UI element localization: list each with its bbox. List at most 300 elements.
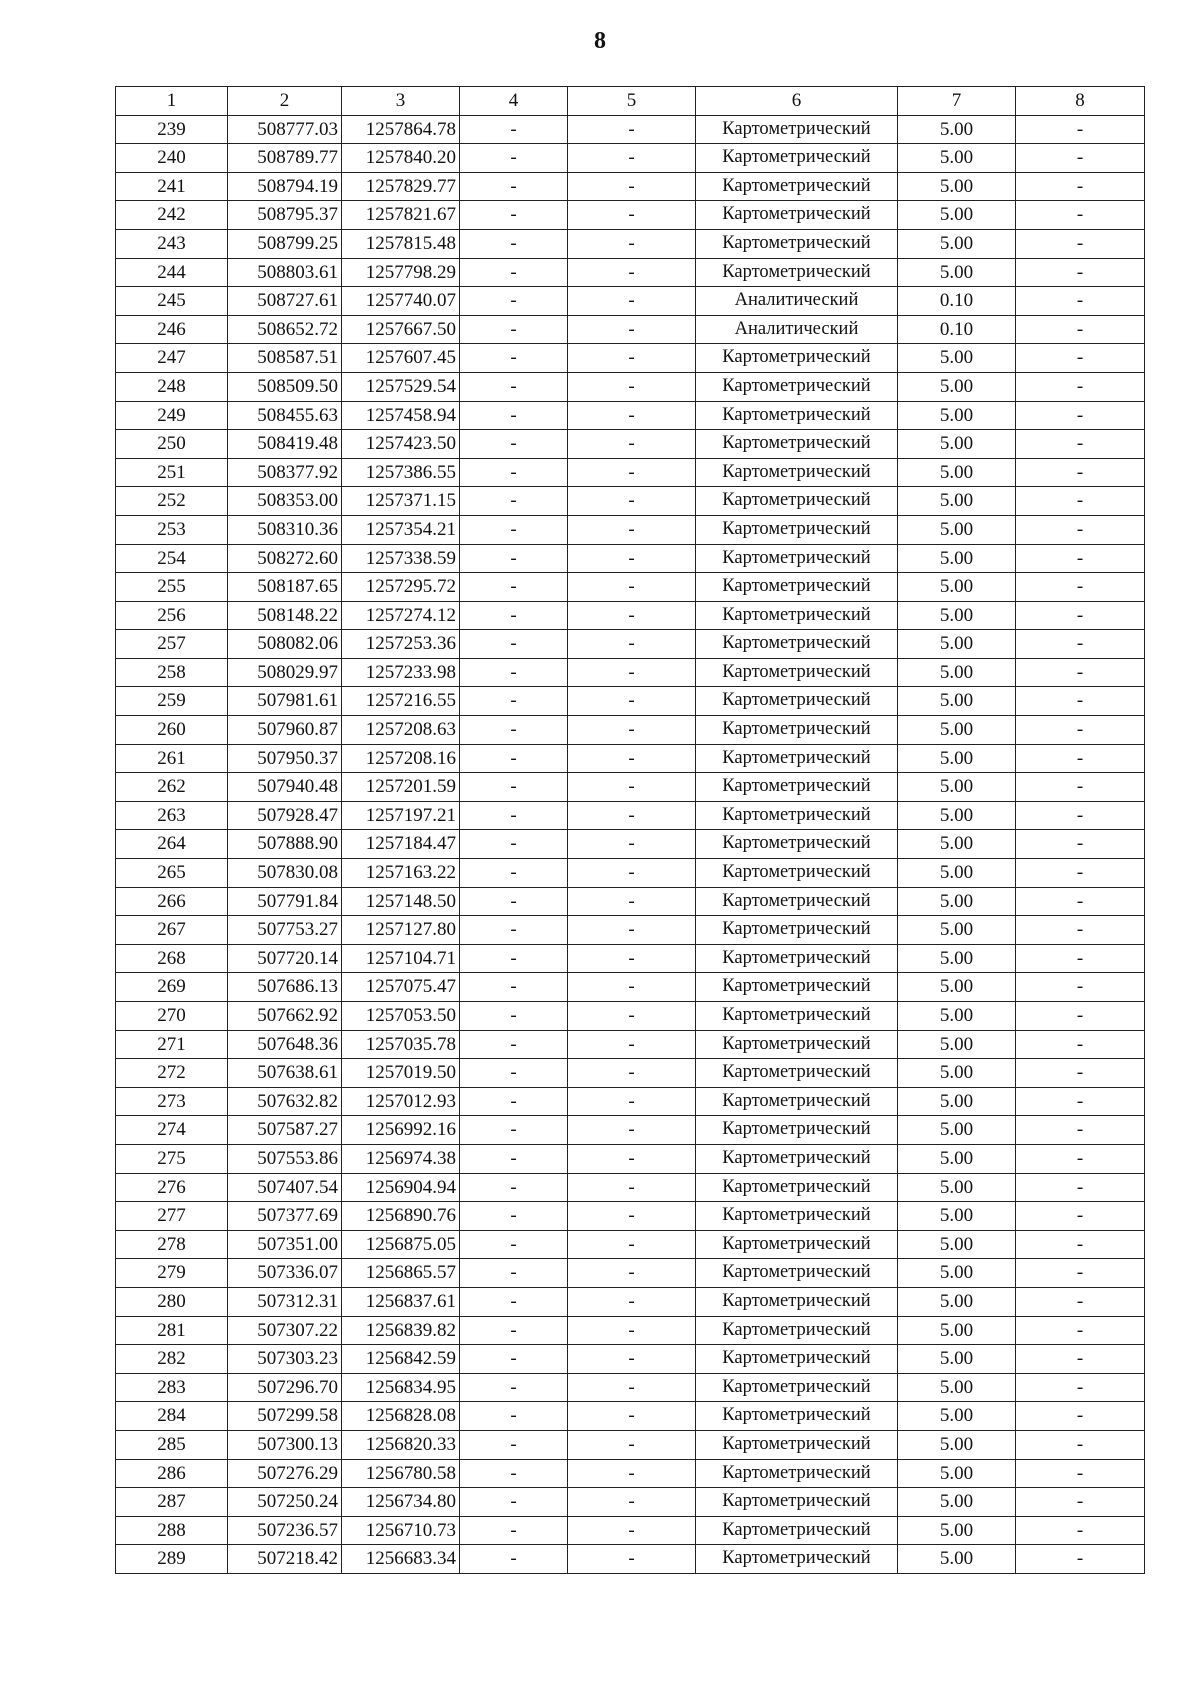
accuracy-cell: 5.00 [898,859,1016,888]
col5-cell: - [568,773,696,802]
accuracy-cell: 5.00 [898,744,1016,773]
col4-cell: - [460,1087,568,1116]
accuracy-cell: 5.00 [898,201,1016,230]
table-body [116,115,1145,1573]
col5-cell: - [568,859,696,888]
col8-cell: - [1016,1259,1145,1288]
x-coordinate-cell: 508419.48 [228,430,342,459]
col4-cell: - [460,916,568,945]
point-number-cell: 289 [116,1545,228,1574]
y-coordinate-cell: 1257798.29 [342,258,460,287]
col8-cell: - [1016,487,1145,516]
method-cell: Картометрический [696,1144,898,1173]
table-row [116,1287,1145,1316]
col4-cell: - [460,887,568,916]
col8-cell: - [1016,830,1145,859]
table-row [116,887,1145,916]
table-row [116,287,1145,316]
accuracy-cell: 5.00 [898,144,1016,173]
method-cell: Картометрический [696,1516,898,1545]
point-number-cell: 260 [116,716,228,745]
method-cell: Аналитический [696,287,898,316]
col5-cell: - [568,1402,696,1431]
x-coordinate-cell: 507830.08 [228,859,342,888]
point-number-cell: 259 [116,687,228,716]
col8-cell: - [1016,1202,1145,1231]
x-coordinate-cell: 508803.61 [228,258,342,287]
point-number-cell: 240 [116,144,228,173]
col5-cell: - [568,1230,696,1259]
method-cell: Картометрический [696,658,898,687]
col8-cell: - [1016,315,1145,344]
y-coordinate-cell: 1257035.78 [342,1030,460,1059]
method-cell: Картометрический [696,887,898,916]
col5-cell: - [568,372,696,401]
x-coordinate-cell: 508727.61 [228,287,342,316]
method-cell: Картометрический [696,430,898,459]
accuracy-cell: 5.00 [898,1087,1016,1116]
accuracy-cell: 5.00 [898,687,1016,716]
col5-cell: - [568,1087,696,1116]
table-row [116,1087,1145,1116]
point-number-cell: 251 [116,458,228,487]
col4-cell: - [460,1459,568,1488]
col8-cell: - [1016,1230,1145,1259]
method-cell: Картометрический [696,1116,898,1145]
table-row [116,172,1145,201]
accuracy-cell: 5.00 [898,1373,1016,1402]
accuracy-cell: 5.00 [898,601,1016,630]
point-number-cell: 286 [116,1459,228,1488]
col4-cell: - [460,430,568,459]
accuracy-cell: 5.00 [898,1430,1016,1459]
table-row [116,1373,1145,1402]
point-number-cell: 245 [116,287,228,316]
point-number-cell: 250 [116,430,228,459]
col8-cell: - [1016,773,1145,802]
col5-cell: - [568,487,696,516]
method-cell: Картометрический [696,1345,898,1374]
y-coordinate-cell: 1257458.94 [342,401,460,430]
y-coordinate-cell: 1257012.93 [342,1087,460,1116]
x-coordinate-cell: 507632.82 [228,1087,342,1116]
col8-cell: - [1016,859,1145,888]
col8-cell: - [1016,1059,1145,1088]
point-number-cell: 258 [116,658,228,687]
method-cell: Картометрический [696,1459,898,1488]
point-number-cell: 255 [116,573,228,602]
x-coordinate-cell: 508789.77 [228,144,342,173]
col8-cell: - [1016,1087,1145,1116]
method-cell: Картометрический [696,1002,898,1031]
table-row [116,458,1145,487]
x-coordinate-cell: 507753.27 [228,916,342,945]
y-coordinate-cell: 1256683.34 [342,1545,460,1574]
column-header: 2 [228,87,342,116]
col4-cell: - [460,1116,568,1145]
y-coordinate-cell: 1257163.22 [342,859,460,888]
method-cell: Картометрический [696,859,898,888]
y-coordinate-cell: 1257208.16 [342,744,460,773]
point-number-cell: 273 [116,1087,228,1116]
method-cell: Картометрический [696,1087,898,1116]
point-number-cell: 277 [116,1202,228,1231]
col5-cell: - [568,515,696,544]
table-row [116,1230,1145,1259]
col4-cell: - [460,687,568,716]
method-cell: Картометрический [696,1259,898,1288]
point-number-cell: 278 [116,1230,228,1259]
col8-cell: - [1016,1402,1145,1431]
y-coordinate-cell: 1257829.77 [342,172,460,201]
y-coordinate-cell: 1256834.95 [342,1373,460,1402]
point-number-cell: 263 [116,801,228,830]
col8-cell: - [1016,172,1145,201]
column-header: 3 [342,87,460,116]
table-row [116,1545,1145,1574]
method-cell: Картометрический [696,258,898,287]
accuracy-cell: 5.00 [898,544,1016,573]
col8-cell: - [1016,258,1145,287]
accuracy-cell: 5.00 [898,229,1016,258]
y-coordinate-cell: 1257208.63 [342,716,460,745]
accuracy-cell: 5.00 [898,344,1016,373]
y-coordinate-cell: 1257075.47 [342,973,460,1002]
x-coordinate-cell: 507960.87 [228,716,342,745]
x-coordinate-cell: 508794.19 [228,172,342,201]
col8-cell: - [1016,1002,1145,1031]
col8-cell: - [1016,1516,1145,1545]
y-coordinate-cell: 1256842.59 [342,1345,460,1374]
col8-cell: - [1016,229,1145,258]
y-coordinate-cell: 1256734.80 [342,1488,460,1517]
x-coordinate-cell: 508187.65 [228,573,342,602]
col5-cell: - [568,1202,696,1231]
col4-cell: - [460,1144,568,1173]
x-coordinate-cell: 508455.63 [228,401,342,430]
table-row [116,1459,1145,1488]
col5-cell: - [568,172,696,201]
col5-cell: - [568,973,696,1002]
table-row [116,744,1145,773]
method-cell: Картометрический [696,1373,898,1402]
col8-cell: - [1016,916,1145,945]
table-row [116,544,1145,573]
table-row [116,1173,1145,1202]
method-cell: Картометрический [696,1316,898,1345]
point-number-cell: 252 [116,487,228,516]
column-header: 8 [1016,87,1145,116]
col8-cell: - [1016,601,1145,630]
accuracy-cell: 5.00 [898,1287,1016,1316]
accuracy-cell: 5.00 [898,1059,1016,1088]
x-coordinate-cell: 507940.48 [228,773,342,802]
col4-cell: - [460,1230,568,1259]
point-number-cell: 281 [116,1316,228,1345]
col4-cell: - [460,1030,568,1059]
method-cell: Картометрический [696,144,898,173]
method-cell: Картометрический [696,1545,898,1574]
y-coordinate-cell: 1256710.73 [342,1516,460,1545]
col8-cell: - [1016,544,1145,573]
table-row [116,859,1145,888]
col4-cell: - [460,601,568,630]
coordinates-table [115,86,1145,1574]
table-row [116,1202,1145,1231]
point-number-cell: 269 [116,973,228,1002]
x-coordinate-cell: 507377.69 [228,1202,342,1231]
point-number-cell: 242 [116,201,228,230]
col5-cell: - [568,687,696,716]
method-cell: Картометрический [696,544,898,573]
col4-cell: - [460,487,568,516]
col8-cell: - [1016,344,1145,373]
point-number-cell: 262 [116,773,228,802]
point-number-cell: 256 [116,601,228,630]
col4-cell: - [460,1287,568,1316]
col4-cell: - [460,372,568,401]
y-coordinate-cell: 1256839.82 [342,1316,460,1345]
y-coordinate-cell: 1256837.61 [342,1287,460,1316]
accuracy-cell: 5.00 [898,716,1016,745]
col4-cell: - [460,1402,568,1431]
column-header: 7 [898,87,1016,116]
col5-cell: - [568,630,696,659]
method-cell: Картометрический [696,201,898,230]
table-row [116,315,1145,344]
y-coordinate-cell: 1257840.20 [342,144,460,173]
accuracy-cell: 5.00 [898,801,1016,830]
table-header-row [116,87,1145,116]
table-row [116,1059,1145,1088]
col8-cell: - [1016,630,1145,659]
y-coordinate-cell: 1257864.78 [342,115,460,144]
table-row [116,687,1145,716]
col5-cell: - [568,344,696,373]
y-coordinate-cell: 1257197.21 [342,801,460,830]
col8-cell: - [1016,744,1145,773]
point-number-cell: 279 [116,1259,228,1288]
y-coordinate-cell: 1257821.67 [342,201,460,230]
col4-cell: - [460,630,568,659]
accuracy-cell: 5.00 [898,487,1016,516]
col5-cell: - [568,716,696,745]
table-row [116,573,1145,602]
col4-cell: - [460,801,568,830]
method-cell: Картометрический [696,801,898,830]
col4-cell: - [460,229,568,258]
table-row [116,1402,1145,1431]
col4-cell: - [460,1516,568,1545]
point-number-cell: 257 [116,630,228,659]
col8-cell: - [1016,1116,1145,1145]
x-coordinate-cell: 507407.54 [228,1173,342,1202]
col4-cell: - [460,144,568,173]
col8-cell: - [1016,1316,1145,1345]
accuracy-cell: 5.00 [898,1230,1016,1259]
x-coordinate-cell: 507312.31 [228,1287,342,1316]
x-coordinate-cell: 507888.90 [228,830,342,859]
point-number-cell: 265 [116,859,228,888]
point-number-cell: 239 [116,115,228,144]
col5-cell: - [568,1345,696,1374]
col4-cell: - [460,773,568,802]
method-cell: Картометрический [696,1030,898,1059]
col4-cell: - [460,515,568,544]
method-cell: Картометрический [696,744,898,773]
col5-cell: - [568,1259,696,1288]
column-header: 4 [460,87,568,116]
accuracy-cell: 5.00 [898,458,1016,487]
y-coordinate-cell: 1257423.50 [342,430,460,459]
x-coordinate-cell: 508272.60 [228,544,342,573]
y-coordinate-cell: 1257127.80 [342,916,460,945]
x-coordinate-cell: 507351.00 [228,1230,342,1259]
x-coordinate-cell: 507662.92 [228,1002,342,1031]
col8-cell: - [1016,1459,1145,1488]
y-coordinate-cell: 1257354.21 [342,515,460,544]
point-number-cell: 249 [116,401,228,430]
point-number-cell: 270 [116,1002,228,1031]
table-row [116,1144,1145,1173]
method-cell: Картометрический [696,172,898,201]
x-coordinate-cell: 508353.00 [228,487,342,516]
method-cell: Картометрический [696,458,898,487]
method-cell: Картометрический [696,401,898,430]
y-coordinate-cell: 1256828.08 [342,1402,460,1431]
col4-cell: - [460,658,568,687]
col4-cell: - [460,716,568,745]
accuracy-cell: 5.00 [898,115,1016,144]
col4-cell: - [460,1002,568,1031]
accuracy-cell: 0.10 [898,315,1016,344]
x-coordinate-cell: 508148.22 [228,601,342,630]
col8-cell: - [1016,1545,1145,1574]
y-coordinate-cell: 1257274.12 [342,601,460,630]
col5-cell: - [568,916,696,945]
col8-cell: - [1016,1345,1145,1374]
method-cell: Картометрический [696,487,898,516]
table-row [116,344,1145,373]
accuracy-cell: 5.00 [898,573,1016,602]
x-coordinate-cell: 508777.03 [228,115,342,144]
table-row [116,201,1145,230]
col4-cell: - [460,458,568,487]
point-number-cell: 271 [116,1030,228,1059]
x-coordinate-cell: 507300.13 [228,1430,342,1459]
y-coordinate-cell: 1257815.48 [342,229,460,258]
table-row [116,716,1145,745]
point-number-cell: 247 [116,344,228,373]
col4-cell: - [460,201,568,230]
x-coordinate-cell: 507218.42 [228,1545,342,1574]
point-number-cell: 248 [116,372,228,401]
accuracy-cell: 5.00 [898,1030,1016,1059]
y-coordinate-cell: 1257740.07 [342,287,460,316]
table-row [116,144,1145,173]
page-number: 8 [594,28,606,54]
x-coordinate-cell: 507686.13 [228,973,342,1002]
col4-cell: - [460,573,568,602]
y-coordinate-cell: 1257607.45 [342,344,460,373]
point-number-cell: 287 [116,1488,228,1517]
x-coordinate-cell: 508509.50 [228,372,342,401]
col8-cell: - [1016,1488,1145,1517]
accuracy-cell: 5.00 [898,773,1016,802]
col5-cell: - [568,201,696,230]
col5-cell: - [568,1287,696,1316]
method-cell: Картометрический [696,573,898,602]
col4-cell: - [460,1430,568,1459]
col5-cell: - [568,1373,696,1402]
x-coordinate-cell: 507296.70 [228,1373,342,1402]
method-cell: Картометрический [696,687,898,716]
x-coordinate-cell: 508029.97 [228,658,342,687]
col8-cell: - [1016,515,1145,544]
col8-cell: - [1016,944,1145,973]
x-coordinate-cell: 508795.37 [228,201,342,230]
y-coordinate-cell: 1256904.94 [342,1173,460,1202]
point-number-cell: 275 [116,1144,228,1173]
y-coordinate-cell: 1257386.55 [342,458,460,487]
column-header: 5 [568,87,696,116]
method-cell: Картометрический [696,1059,898,1088]
col8-cell: - [1016,1030,1145,1059]
col8-cell: - [1016,887,1145,916]
point-number-cell: 241 [116,172,228,201]
accuracy-cell: 5.00 [898,630,1016,659]
y-coordinate-cell: 1257295.72 [342,573,460,602]
table-row [116,401,1145,430]
x-coordinate-cell: 507307.22 [228,1316,342,1345]
col4-cell: - [460,115,568,144]
column-header: 6 [696,87,898,116]
accuracy-cell: 0.10 [898,287,1016,316]
col5-cell: - [568,1059,696,1088]
col5-cell: - [568,830,696,859]
y-coordinate-cell: 1256820.33 [342,1430,460,1459]
col8-cell: - [1016,973,1145,1002]
method-cell: Картометрический [696,115,898,144]
col4-cell: - [460,287,568,316]
point-number-cell: 261 [116,744,228,773]
accuracy-cell: 5.00 [898,658,1016,687]
col4-cell: - [460,1173,568,1202]
col4-cell: - [460,1488,568,1517]
x-coordinate-cell: 508377.92 [228,458,342,487]
point-number-cell: 254 [116,544,228,573]
table-row [116,1116,1145,1145]
method-cell: Картометрический [696,944,898,973]
point-number-cell: 246 [116,315,228,344]
col8-cell: - [1016,115,1145,144]
point-number-cell: 268 [116,944,228,973]
accuracy-cell: 5.00 [898,1459,1016,1488]
table-row [116,1430,1145,1459]
x-coordinate-cell: 507791.84 [228,887,342,916]
col8-cell: - [1016,687,1145,716]
table-row [116,973,1145,1002]
col4-cell: - [460,315,568,344]
col5-cell: - [568,944,696,973]
col8-cell: - [1016,372,1145,401]
col5-cell: - [568,887,696,916]
col5-cell: - [568,658,696,687]
col5-cell: - [568,1459,696,1488]
accuracy-cell: 5.00 [898,515,1016,544]
accuracy-cell: 5.00 [898,830,1016,859]
point-number-cell: 266 [116,887,228,916]
